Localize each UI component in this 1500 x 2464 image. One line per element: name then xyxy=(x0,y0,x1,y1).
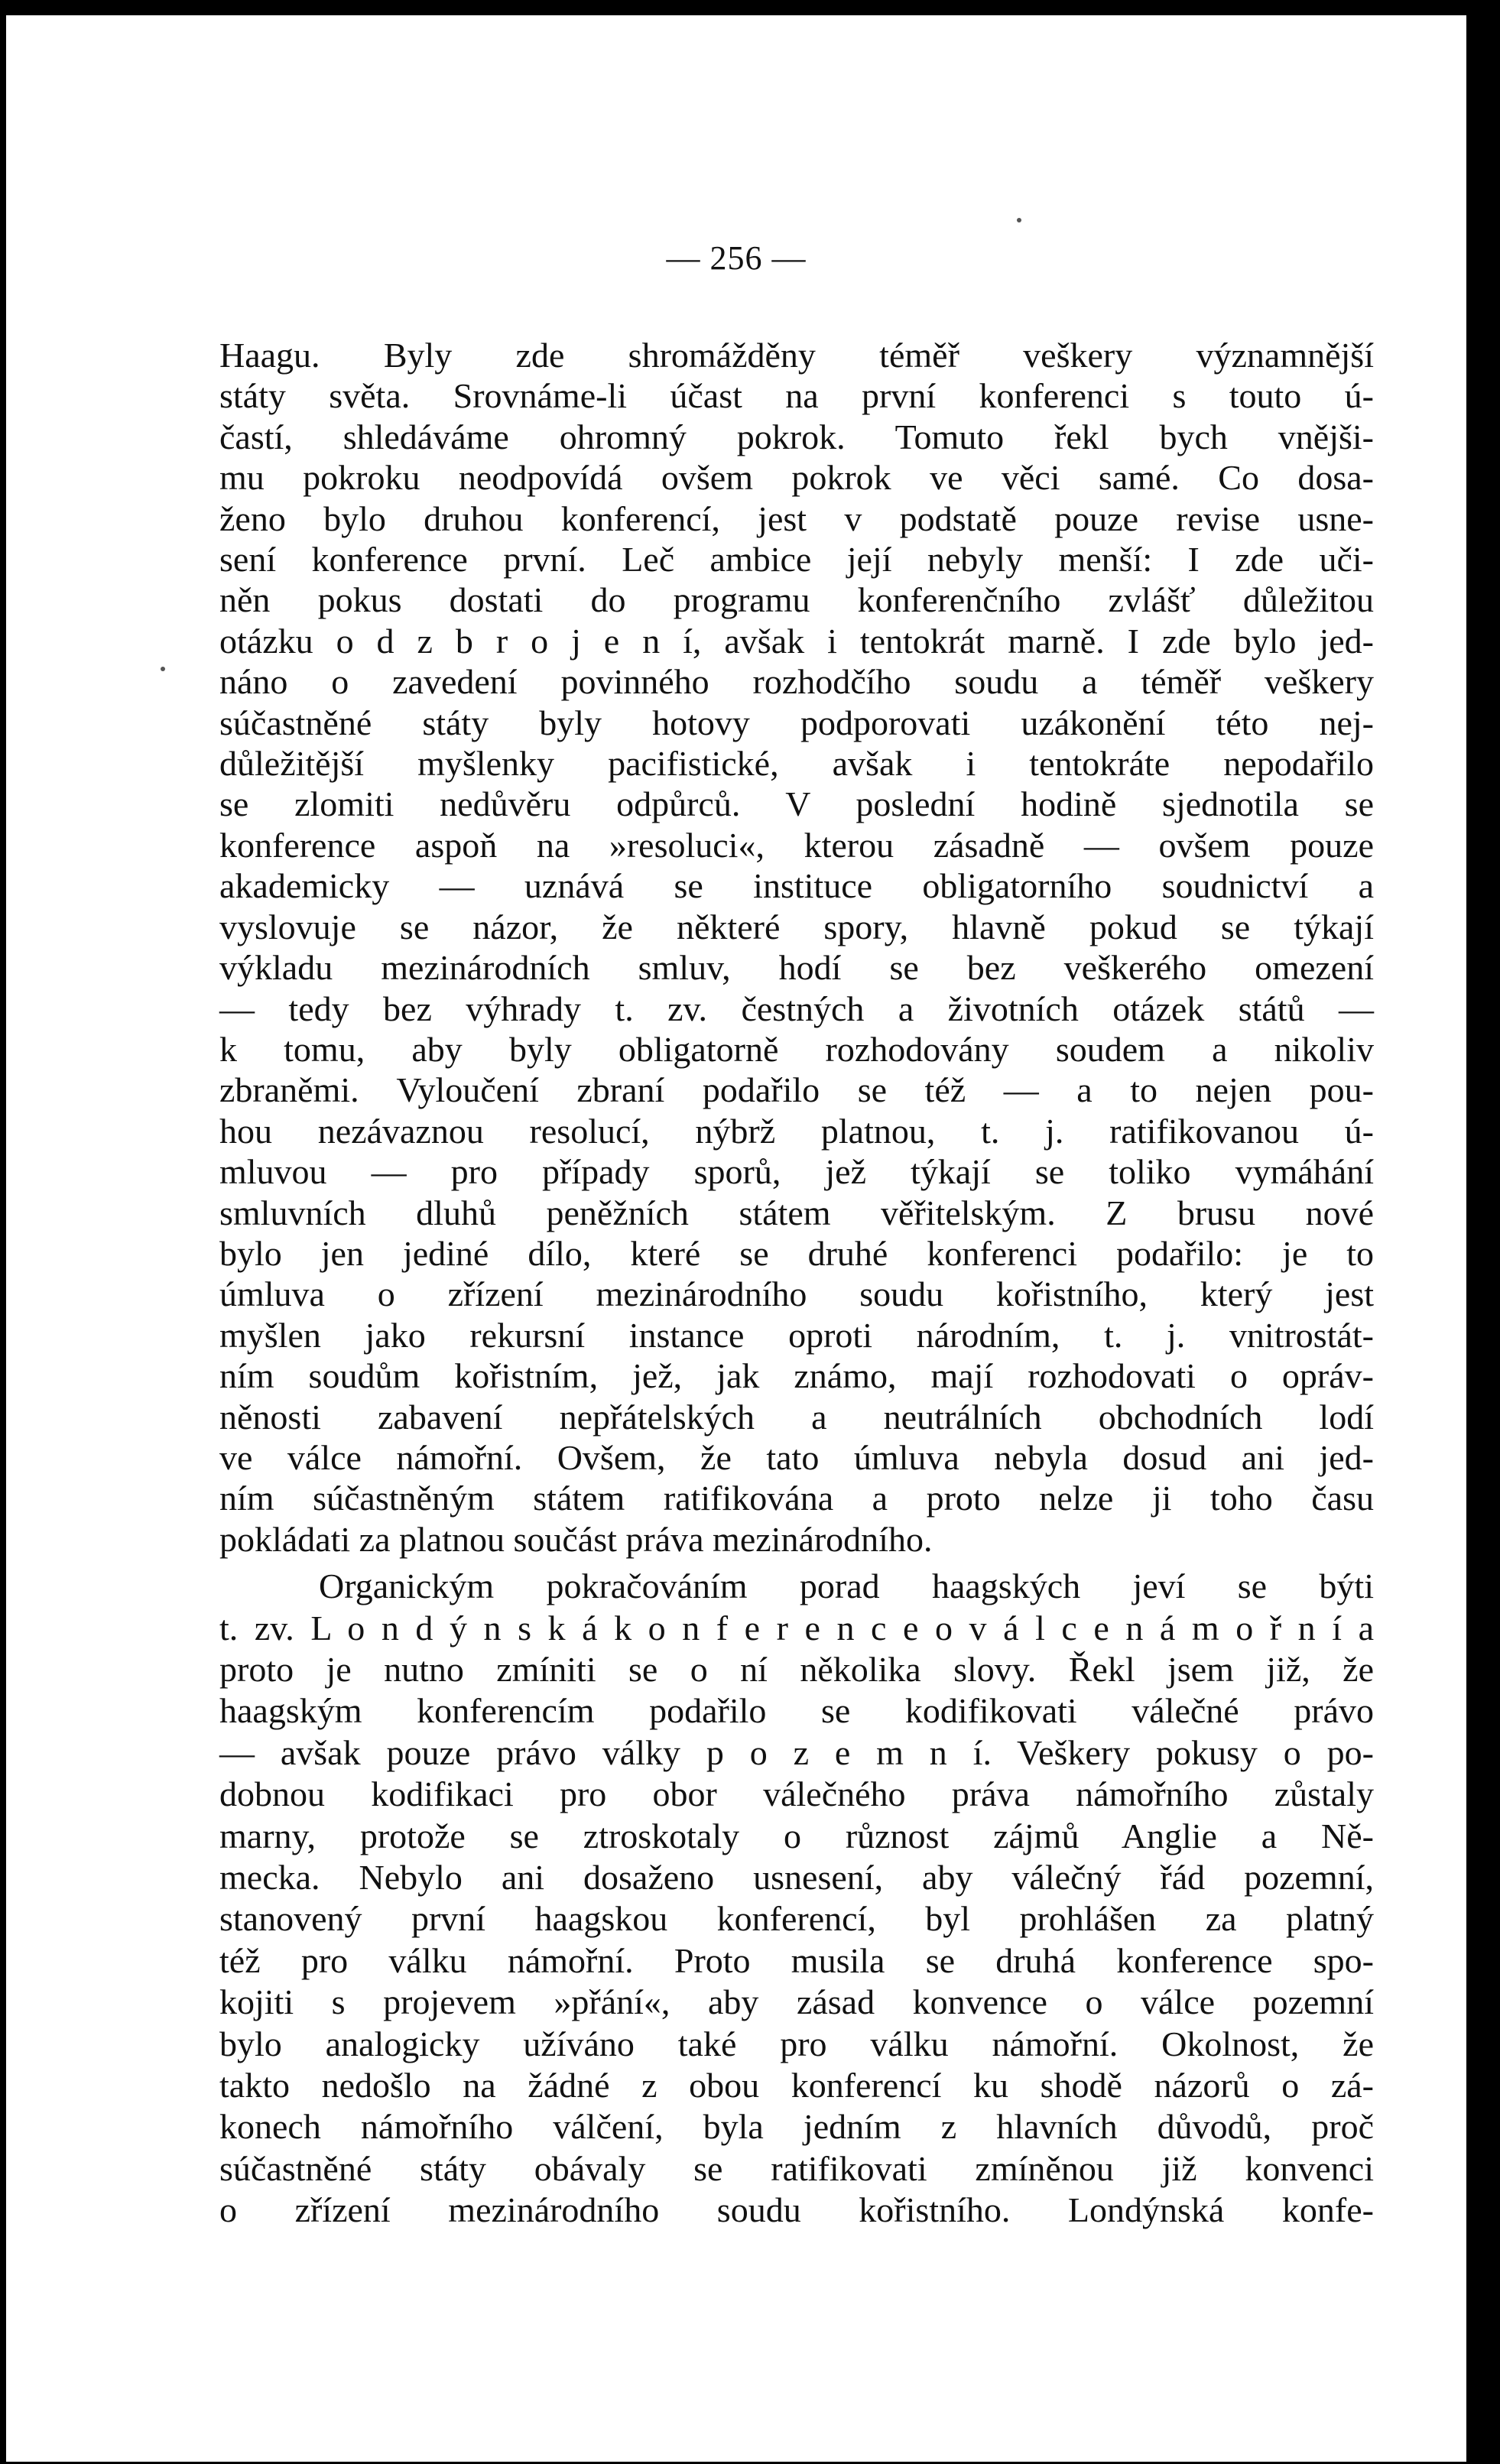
text-line: sení konference první. Leč ambice její nebyly menší: I zde uči- xyxy=(219,540,1374,579)
paragraph-gap xyxy=(219,1560,1374,1566)
text-line: smluvních dluhů peněžních státem věřitelským. Z brusu nové xyxy=(219,1193,1374,1232)
text-line: výkladu mezinárodních smluv, hodí se bez veškerého omezení xyxy=(219,948,1374,988)
paragraph-1 xyxy=(219,335,1374,1560)
text-line: konference aspoň na »resoluci«, kterou zásadně — ovšem pouze xyxy=(219,825,1374,865)
text-line: súčastněné státy obávaly se ratifikovati zmíněnou již konvenci xyxy=(219,2148,1374,2188)
text-line: se zlomiti nedůvěru odpůrců. V poslední hodině sjednotila se xyxy=(219,784,1374,824)
text-line: státy světa. Srovnáme-li účast na první konferenci s touto ú- xyxy=(219,376,1374,416)
text-line: Haagu. Byly zde shromážděny téměř veškery významnější xyxy=(219,336,1374,375)
text-line: pokládati za platnou součást práva mezinárodního. xyxy=(219,1519,933,1559)
text-line: t. zv. L o n d ý n s k á k o n f e r e n c e o v á l c e n á m o ř n í a xyxy=(219,1608,1374,1648)
text-line: Organickým pokračováním porad haagských jeví se býti xyxy=(319,1566,1374,1606)
text-line: o zřízení mezinárodního soudu kořistního. Londýnská konfe- xyxy=(219,2190,1374,2230)
text-line: mluvou — pro případy sporů, jež týkají se toliko vymáhání xyxy=(219,1152,1374,1192)
text-line: proto je nutno zmíniti se o ní několika slovy. Řekl jsem již, že xyxy=(219,1650,1374,1689)
text-line: též pro válku námořní. Proto musila se druhá konference spo- xyxy=(219,1940,1374,1980)
text-line: k tomu, aby byly obligatorně rozhodovány soudem a nikoliv xyxy=(219,1029,1374,1069)
text-line: dobnou kodifikaci pro obor válečného práva námořního zůstaly xyxy=(219,1774,1374,1814)
paper-speck xyxy=(161,667,165,671)
text-line: takto nedošlo na žádné z obou konferencí ku shodě názorů o zá- xyxy=(219,2066,1374,2105)
text-line: konech námořního válčení, byla jedním z hlavních důvodů, proč xyxy=(219,2107,1374,2147)
text-line: úmluva o zřízení mezinárodního soudu kořistního, který jest xyxy=(219,1274,1374,1314)
text-line: náno o zavedení povinného rozhodčího soudu a téměř veškery xyxy=(219,662,1374,702)
text-line: mecka. Nebylo ani dosaženo usnesení, aby válečný řád pozemní, xyxy=(219,1858,1374,1898)
text-line: něn pokus dostati do programu konferenčního zvlášť důležitou xyxy=(219,580,1374,620)
text-line: bylo analogicky užíváno také pro válku námořní. Okolnost, že xyxy=(219,2024,1374,2063)
text-line: ním soudům kořistním, jež, jak známo, mají rozhodovati o opráv- xyxy=(219,1356,1374,1396)
paragraph-2 xyxy=(219,1566,1374,2232)
paper-speck xyxy=(1017,218,1021,222)
text-line: vyslovuje se názor, že některé spory, hlavně pokud se týkají xyxy=(219,907,1374,946)
text-line: haagským konferencím podařilo se kodifikovati válečné právo xyxy=(219,1691,1374,1731)
text-line: ve válce námořní. Ovšem, že tato úmluva nebyla dosud ani jed- xyxy=(219,1437,1374,1477)
text-line: mu pokroku neodpovídá ovšem pokrok ve věci samé. Co dosa- xyxy=(219,458,1374,498)
text-line: akademicky — uznává se instituce obligatorního soudnictví a xyxy=(219,866,1374,906)
text-line: něnosti zabavení nepřátelských a neutrálních obchodních lodí xyxy=(219,1397,1374,1437)
text-line: ženo bylo druhou konferencí, jest v podstatě pouze revise usne- xyxy=(219,498,1374,538)
text-line: ním súčastněným státem ratifikována a proto nelze ji toho času xyxy=(219,1479,1374,1518)
text-line: důležitější myšlenky pacifistické, avšak i tentokráte nepodařilo xyxy=(219,744,1374,784)
body-text xyxy=(219,335,1374,2232)
text-line: stanovený první haagskou konferencí, byl prohlášen za platný xyxy=(219,1899,1374,1939)
text-line: kojiti s projevem »přání«, aby zásad konvence o válce pozemní xyxy=(219,1982,1374,2022)
text-line: bylo jen jediné dílo, které se druhé konferenci podařilo: je to xyxy=(219,1233,1374,1273)
text-line: súčastněné státy byly hotovy podporovati uzákonění této nej- xyxy=(219,703,1374,742)
scan-border xyxy=(1466,0,1500,2464)
text-line: — avšak pouze právo války p o z e m n í. Veškery pokusy o po- xyxy=(219,1732,1374,1772)
text-line: otázku o d z b r o j e n í, avšak i tentokrát marně. I zde bylo jed- xyxy=(219,621,1374,661)
text-line: zbraněmi. Vyloučení zbraní podařilo se též — a to nejen pou- xyxy=(219,1070,1374,1110)
page-number: — 256 — xyxy=(666,239,807,277)
book-page xyxy=(6,15,1466,2462)
text-line: hou nezávaznou resolucí, nýbrž platnou, t. j. ratifikovanou ú- xyxy=(219,1111,1374,1151)
text-line: myšlen jako rekursní instance oproti národním, t. j. vnitrostát- xyxy=(219,1315,1374,1355)
text-line: — tedy bez výhrady t. zv. čestných a životních otázek států — xyxy=(219,989,1374,1028)
text-line: častí, shledáváme ohromný pokrok. Tomuto řekl bych vnějši- xyxy=(219,417,1374,456)
text-line: marny, protože se ztroskotaly o různost zájmů Anglie a Ně- xyxy=(219,1816,1374,1855)
